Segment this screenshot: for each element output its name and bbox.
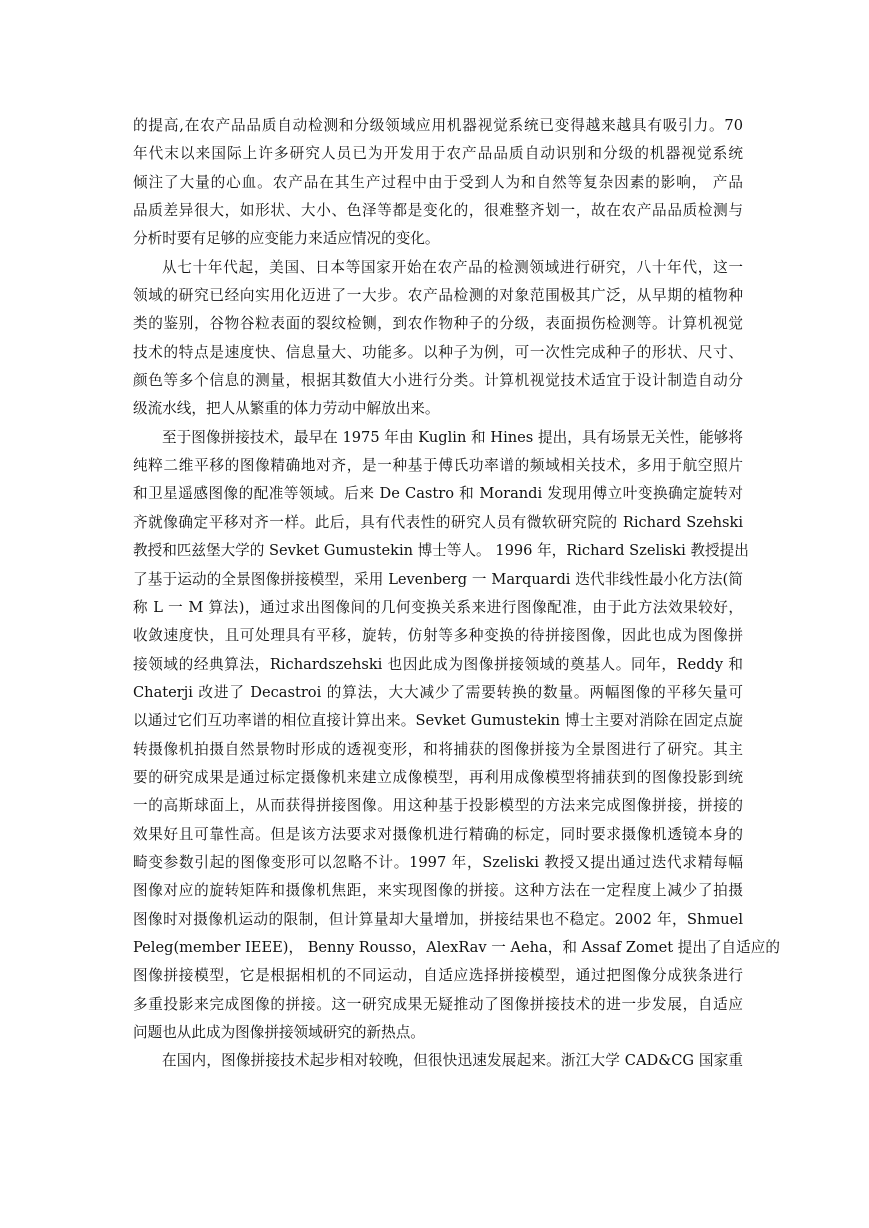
text-line: 级流水线，把人从繁重的体力劳动中解放出来。: [133, 400, 440, 418]
text-line: 年代末以来国际上许多研究人员已为开发用于农产品品质自动识别和分级的机器视觉系统: [133, 145, 743, 163]
text-line: 图像时对摄像机运动的限制，但计算量却大量增加，拼接结果也不稳定。2002 年，Shmuel: [133, 910, 743, 928]
text-line: 从七十年代起，美国、日本等国家开始在农产品的检测领域进行研究，八十年代，这一: [162, 258, 743, 276]
text-line: 至于图像拼接技术，最早在 1975 年由 Kuglin 和 Hines 提出，具有场景无关性，能够将: [162, 428, 743, 446]
paragraph: [133, 1047, 743, 1075]
text-line: 颜色等多个信息的测量，根据其数值大小进行分类。计算机视觉技术适宜于设计制造自动分: [133, 372, 743, 390]
text-line: 畸变参数引起的图像变形可以忽略不计。1997 年，Szeliski 教授又提出通过迭代求精每幅: [133, 853, 743, 871]
text-line: 图像拼接模型，它是根据相机的不同运动，自适应选择拼接模型，通过把图像分成狭条进行: [133, 967, 743, 985]
text-line: 分析时要有足够的应变能力来适应情况的变化。: [133, 230, 440, 248]
text-line: 接领域的经典算法，Richardszehski 也因此成为图像拼接领域的奠基人。同年，Reddy 和: [133, 655, 743, 673]
text-line: 要的研究成果是通过标定摄像机来建立成像模型，再利用成像模型将捕获到的图像投影到统: [133, 768, 743, 786]
text-line: 倾注了大量的心血。农产品在其生产过程中由于受到人为和自然等复杂因素的影响， 产品: [133, 173, 743, 191]
text-line: 以通过它们互功率谱的相位直接计算出来。Sevket Gumustekin 博士主要对消除在固定点旋: [133, 712, 743, 730]
paragraph: [133, 112, 743, 254]
text-line: 一的高斯球面上，从而获得拼接图像。用这种基于投影模型的方法来完成图像拼接，拼接的: [133, 797, 743, 815]
text-line: 领域的研究已经向实用化迈进了一大步。农产品检测的对象范围极其广泛，从早期的植物种: [133, 287, 743, 305]
text-line: 齐就像确定平移对齐一样。此后，具有代表性的研究人员有微软研究院的 Richard Szehski: [133, 513, 743, 531]
paragraph: [133, 424, 780, 1048]
text-line: 了基于运动的全景图像拼接模型，采用 Levenberg 一 Marquardi 迭代非线性最小化方法(简: [133, 570, 743, 588]
text-line: 和卫星遥感图像的配准等领域。后来 De Castro 和 Morandi 发现用傅立叶变换确定旋转对: [133, 485, 743, 503]
text-line: 技术的特点是速度快、信息量大、功能多。以种子为例，可一次性完成种子的形状、尺寸、: [133, 343, 743, 361]
text-line: 效果好且可靠性高。但是该方法要求对摄像机进行精确的标定，同时要求摄像机透镜本身的: [133, 825, 743, 843]
text-line: 教授和匹兹堡大学的 Sevket Gumustekin 博士等人。 1996 年，Richard Szeliski 教授提出: [133, 542, 749, 560]
paragraph: [133, 254, 743, 424]
text-line: 品质差异很大，如形状、大小、色泽等都是变化的，很难整齐划一，故在农产品品质检测与: [133, 202, 743, 220]
text-line: 在国内，图像拼接技术起步相对较晚，但很快迅速发展起来。浙江大学 CAD&CG 国家重: [162, 1052, 743, 1070]
text-line: 图像对应的旋转矩阵和摄像机焦距，来实现图像的拼接。这种方法在一定程度上减少了拍摄: [133, 882, 743, 900]
text-line: Peleg(member IEEE)， Benny Rousso，AlexRav 一 Aeha，和 Assaf Zomet 提出了自适应的: [133, 938, 780, 956]
text-line: 问题也从此成为图像拼接领域研究的新热点。: [133, 1024, 425, 1041]
text-line: 的提高,在农产品品质自动检测和分级领域应用机器视觉系统已变得越来越具有吸引力。70: [133, 117, 743, 134]
text-line: 收敛速度快，且可处理具有平移，旋转，仿射等多种变换的待拼接图像，因此也成为图像拼: [133, 627, 743, 645]
body-text: [133, 112, 780, 1076]
text-line: 纯粹二维平移的图像精确地对齐，是一种基于傅氏功率谱的频域相关技术，多用于航空照片: [133, 457, 743, 475]
text-line: 多重投影来完成图像的拼接。这一研究成果无疑推动了图像拼接技术的进一步发展，自适应: [133, 995, 743, 1013]
text-line: 称 L 一 M 算法)，通过求出图像间的几何变换关系来进行图像配准，由于此方法效果较好，: [133, 598, 743, 616]
text-line: 类的鉴别，谷物谷粒表面的裂纹检铡，到农作物种子的分级，表面损伤检测等。计算机视觉: [133, 315, 743, 333]
text-line: Chaterji 改进了 Decastroi 的算法，大大减少了需要转换的数量。两幅图像的平移矢量可: [133, 683, 743, 701]
text-line: 转摄像机拍摄自然景物时形成的透视变形，和将捕获的图像拼接为全景图进行了研究。其主: [133, 740, 743, 758]
